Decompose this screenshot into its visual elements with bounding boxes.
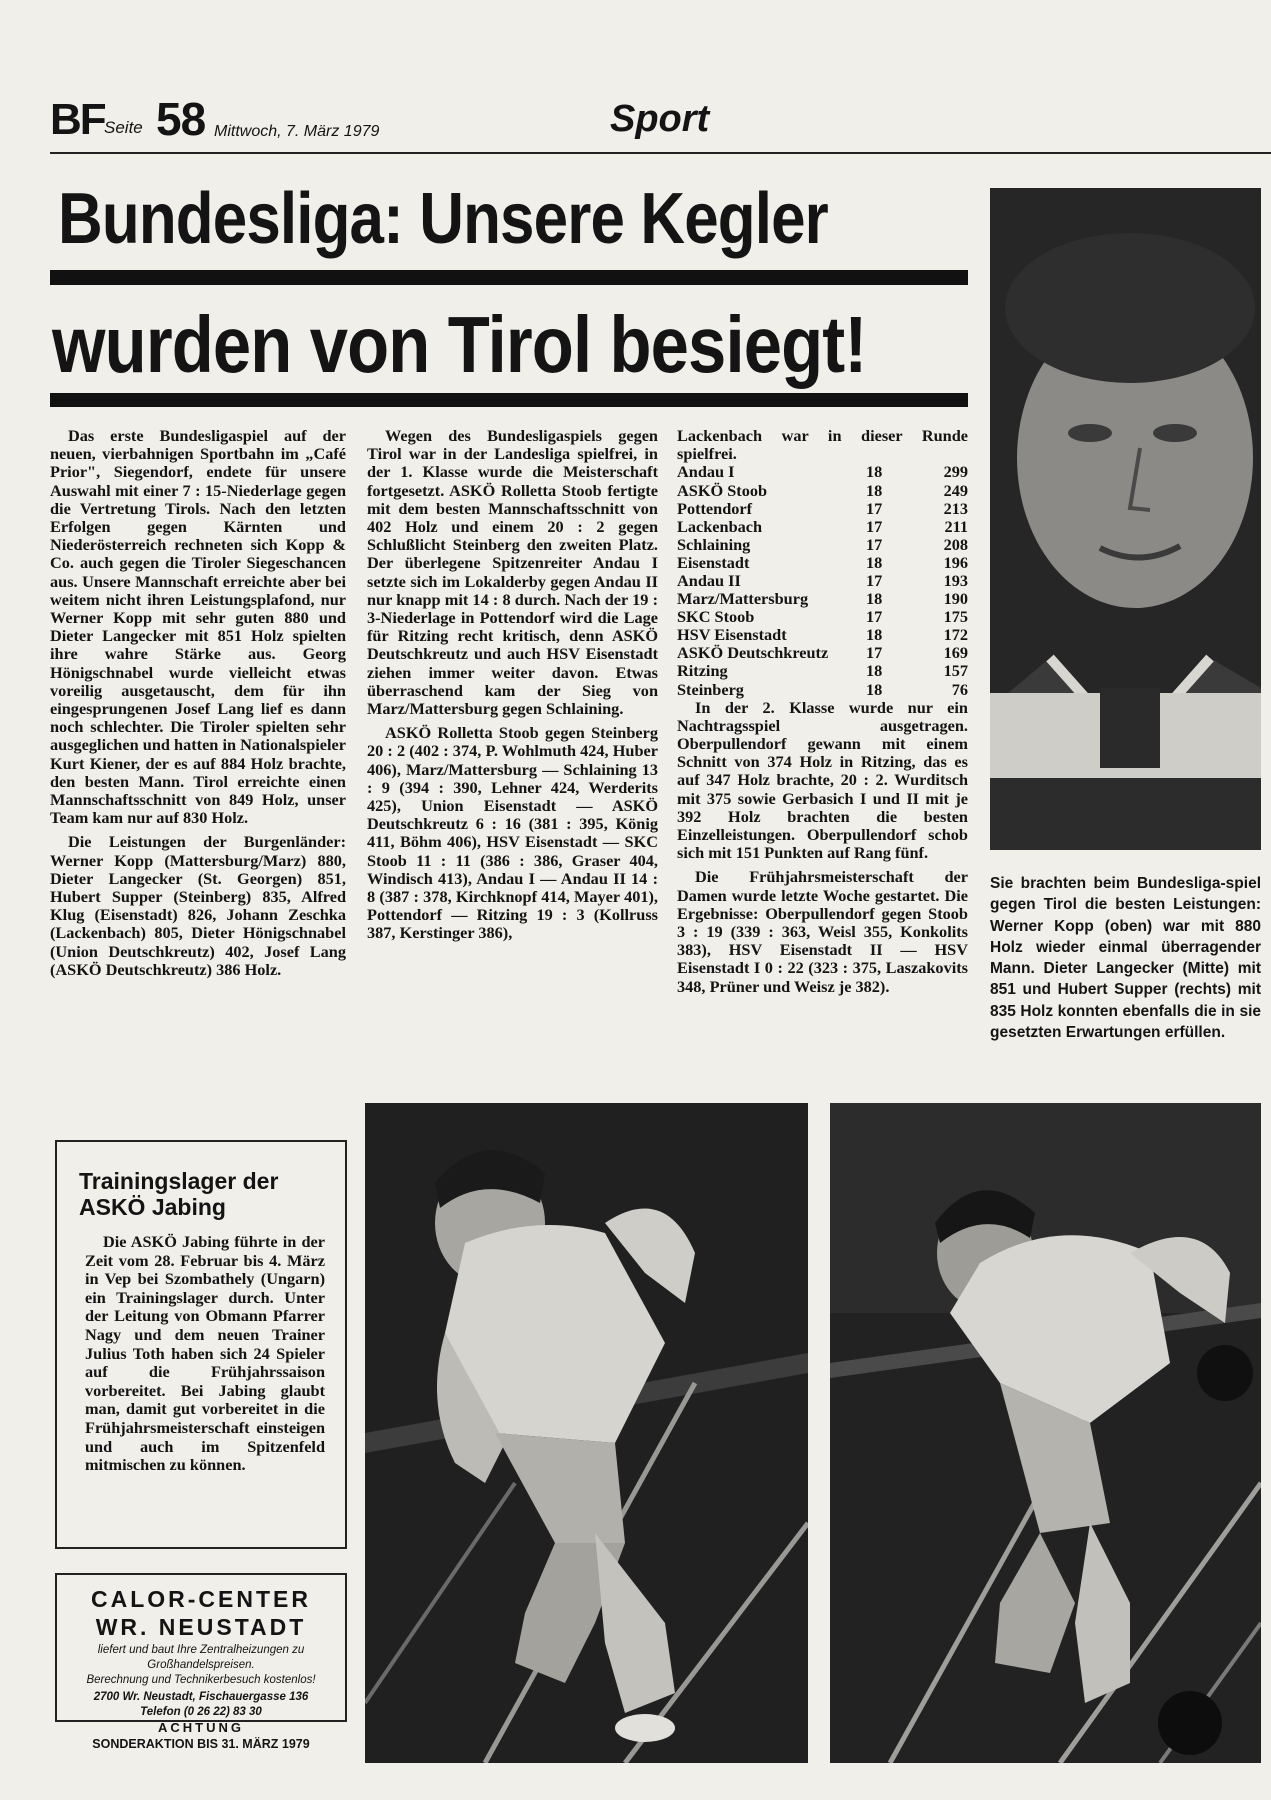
standings-row xyxy=(677,590,968,608)
box-title xyxy=(79,1168,278,1220)
calor-center-ad xyxy=(55,1573,347,1751)
portrait-photo-werner-kopp xyxy=(990,188,1261,850)
standings-points: 208 xyxy=(943,534,968,554)
standings-games: 17 xyxy=(866,607,883,627)
standings-games: 17 xyxy=(866,643,883,663)
standings-points: 299 xyxy=(943,462,968,482)
article-column-2 xyxy=(367,427,658,943)
standings-points: 213 xyxy=(943,498,968,518)
standings-games: 18 xyxy=(866,552,883,572)
standings-team: Andau I xyxy=(677,462,735,482)
article-paragraph: Die Frühjahrsmeisterschaft der Damen wurde letzte Woche gestartet. Die Ergebnisse: Oberpullendorf gegen Stoob 3 : 19 (339 : 363, Weisl 355, Konkolits 383), HSV Eisenstadt II — HSV Eisenstadt I 0 : 22 (323 : 375, Laszakovits 348, Prüner und Weisz je 382). xyxy=(677,867,968,996)
article-paragraph: Die Leistungen der Burgenländer: Werner Kopp (Mattersburg/Marz) 880, Dieter Langecker (St. Georgen) 851, Hubert Supper (Steinberg) 835, Alfred Klug (Eisenstadt) 826, Johann Zeschka (Lackenbach) 805, Dieter Hönigschnabel (Union Deutschkreutz) 402, Josef Lang (ASKÖ Deutschkreutz) 386 Holz. xyxy=(50,832,346,979)
standings-games: 18 xyxy=(866,589,883,609)
standings-team: ASKÖ Deutschkreutz xyxy=(677,643,829,663)
standings-row xyxy=(677,662,968,680)
ad-special-offer: SONDERAKTION BIS 31. MÄRZ 1979 xyxy=(92,1737,310,1751)
standings-team: Schlaining xyxy=(677,534,751,554)
standings-team: Marz/Mattersburg xyxy=(677,589,809,609)
article-paragraph: In der 2. Klasse wurde nur ein Nachtragsspiel ausgetragen. Oberpullendorf gewann mit einem Schnitt von 374 Holz in Ritzing, das es auf 347 Holz brachte, 20 : 2. Wurditsch mit 375 sowie Gerbasich I und II mit je 392 Holz brachten die besten Einzelleistungen. Oberpullendorf schob sich mit 151 Punkten auf Rang fünf. xyxy=(677,697,968,863)
standings-games: 18 xyxy=(866,661,883,681)
box-text: Die ASKÖ Jabing führte in der Zeit vom 28. Februar bis 4. März in Vep bei Szombathely (Ungarn) ein Trainingslager durch. Unter der Leitung von Obmann Pfarrer Nagy und dem neuen Trainer Julius Toth haben sich 24 Spieler auf die Frühjahrssaison vorbereitet. Bei Jabing glaubt man, damit gut vorbereitet in die Frühjahrsmeisterschaft einsteigen und auch im Spitzenfeld mitmischen zu können. xyxy=(85,1232,325,1475)
standings-row xyxy=(677,572,968,590)
standings-team: Steinberg xyxy=(677,679,744,699)
article-column-3 xyxy=(677,427,968,996)
issue-date: Mittwoch, 7. März 1979 xyxy=(214,123,380,140)
standings-games: 17 xyxy=(866,570,883,590)
standings-team: HSV Eisenstadt xyxy=(677,625,787,645)
standings-row xyxy=(677,554,968,572)
standings-row xyxy=(677,681,968,699)
standings-points: 196 xyxy=(943,552,968,572)
ad-attention: ACHTUNG xyxy=(158,1720,244,1735)
standings-team: ASKÖ Stoob xyxy=(677,480,768,500)
standings-row xyxy=(677,536,968,554)
article-paragraph: Das erste Bundesligaspiel auf der neuen, vierbahnigen Sportbahn im „Café Prior", Siegendorf, endete für unsere Auswahl mit einer 7 : 15-Niederlage gegen die Vertretung Tirols. Nach den letzten Erfolgen gegen Kärnten und Niederösterreich rechneten sich Kopp & Co. auch gegen die Tiroler Siegeschancen aus. Unsere Mannschaft erreichte aber bei weitem nicht ihren Leistungsplafond, nur Werner Kopp mit sehr guten 880 und Dieter Langecker mit 851 Holz spielten ihre wahre Stärke aus. Georg Hönigschnabel wurde vielleicht etwas voreilig ausgetauscht, dem für ihn eingesprungenen Josef Lang lief es dann noch schlechter. Die Tiroler spielten sehr ausgeglichen und hatten in Nationalspieler Kurt Kiener, der es auf 884 Holz brachte, den besten Mann. Tirol erreichte einen Mannschaftsschnitt von 849 Holz, unser Team kam nur auf 830 Holz. xyxy=(50,426,346,828)
standings-points: 169 xyxy=(943,643,968,663)
article-column-1 xyxy=(50,427,346,979)
headline-line-1: Bundesliga: Unsere Kegler xyxy=(58,179,828,259)
headline-bar-bottom xyxy=(50,393,968,407)
standings-games: 18 xyxy=(866,480,883,500)
newspaper-brand: BF xyxy=(50,95,105,144)
header-rule xyxy=(50,152,1271,154)
standings-team: Pottendorf xyxy=(677,498,753,518)
page-label: Seite xyxy=(104,118,143,137)
standings-points: 76 xyxy=(951,679,968,699)
standings-games: 18 xyxy=(866,462,883,482)
standings-team: SKC Stoob xyxy=(677,607,755,627)
box-title-line-1: Trainingslager der xyxy=(79,1168,279,1194)
article-paragraph: ASKÖ Rolletta Stoob gegen Steinberg 20 : 2 (402 : 374, P. Wohlmuth 424, Huber 406), Marz/Mattersburg — Schlaining 13 : 9 (394 : 390, Lehner 424, Werderits 425), Union Eisenstadt — ASKÖ Deutschkreutz 6 : 16 (381 : 395, König 411, Böhm 406), HSV Eisenstadt — SKC Stoob 11 : 11 (386 : 386, Graser 404, Windisch 413), Andau I — Andau II 14 : 8 (387 : 378, Kirchknopf 414, Mayer 401), Pottendorf — Ritzing 19 : 3 (Kollruss 387, Kerstinger 386), xyxy=(367,723,658,943)
standings-games: 18 xyxy=(866,625,883,645)
section-title: Sport xyxy=(610,98,710,140)
standings-row xyxy=(677,644,968,662)
training-camp-box xyxy=(55,1140,347,1549)
standings-row xyxy=(677,500,968,518)
standings-table xyxy=(677,463,968,698)
standings-points: 190 xyxy=(943,589,968,609)
standings-games: 17 xyxy=(866,498,883,518)
standings-points: 249 xyxy=(943,480,968,500)
box-title-line-2: ASKÖ Jabing xyxy=(79,1194,226,1220)
standings-row xyxy=(677,463,968,481)
standings-team: Eisenstadt xyxy=(677,552,750,572)
standings-games: 18 xyxy=(866,679,883,699)
ad-address: 2700 Wr. Neustadt, Fischauergasse 136 xyxy=(93,1691,309,1703)
standings-points: 193 xyxy=(943,570,968,590)
action-photo-dieter-langecker xyxy=(365,1103,808,1763)
standings-team: Andau II xyxy=(677,570,741,590)
page-number: 58 xyxy=(156,93,206,145)
standings-row xyxy=(677,608,968,626)
ad-company-city: WR. NEUSTADT xyxy=(95,1614,307,1640)
standings-games: 17 xyxy=(866,516,883,536)
standings-points: 157 xyxy=(943,661,968,681)
ad-service-note: Berechnung und Technikerbesuch kostenlos! xyxy=(86,1674,316,1686)
headline-line-2: wurden von Tirol besiegt! xyxy=(52,300,867,389)
ad-phone: Telefon (0 26 22) 83 30 xyxy=(140,1706,262,1718)
standings-points: 172 xyxy=(943,625,968,645)
standings-row xyxy=(677,626,968,644)
action-photo-hubert-supper xyxy=(830,1103,1261,1763)
standings-games: 17 xyxy=(866,534,883,554)
photo-caption: Sie brachten beim Bundesliga-spiel gegen Tirol die besten Leistungen: Werner Kopp (oben) war mit 880 Holz wieder einmal überragender Mann. Dieter Langecker (Mitte) mit 851 und Hubert Supper (rechts) mit 835 Holz konnten ebenfalls die in sie gesetzten Erwartungen erfüllen. xyxy=(990,875,1261,1042)
ad-company-name: CALOR-CENTER xyxy=(91,1586,311,1612)
standings-team: Ritzing xyxy=(677,661,728,681)
article-paragraph: Lackenbach war in dieser Runde spielfrei. xyxy=(677,426,968,464)
standings-points: 175 xyxy=(943,607,968,627)
ad-slogan: liefert und baut Ihre Zentralheizungen zu Großhandelspreisen. xyxy=(97,1644,305,1671)
standings-team: Lackenbach xyxy=(677,516,763,536)
standings-row xyxy=(677,482,968,500)
article-paragraph: Wegen des Bundesligaspiels gegen Tirol war in der Landesliga spielfrei, in der 1. Klasse wurde die Meisterschaft fortgesetzt. ASKÖ Rolletta Stoob fertigte mit dem besten Mannschaftsschnitt von 402 Holz und einem 20 : 2 gegen Schlußlicht Steinberg den zweiten Platz. Der überlegene Spitzenreiter Andau I setzte sich im Lokalderby gegen Andau II nur knapp mit 14 : 8 durch. Nach der 19 : 3-Niederlage in Pottendorf wird die Lage für Ritzing recht kritisch, denn ASKÖ Deutschkreutz und auch HSV Eisenstadt ziehen immer weiter davon. Etwas überraschend kam der Sieg von Marz/Mattersburg gegen Schlaining. xyxy=(367,426,658,719)
standings-row xyxy=(677,518,968,536)
standings-points: 211 xyxy=(944,516,968,536)
headline-bar-top xyxy=(50,270,968,285)
